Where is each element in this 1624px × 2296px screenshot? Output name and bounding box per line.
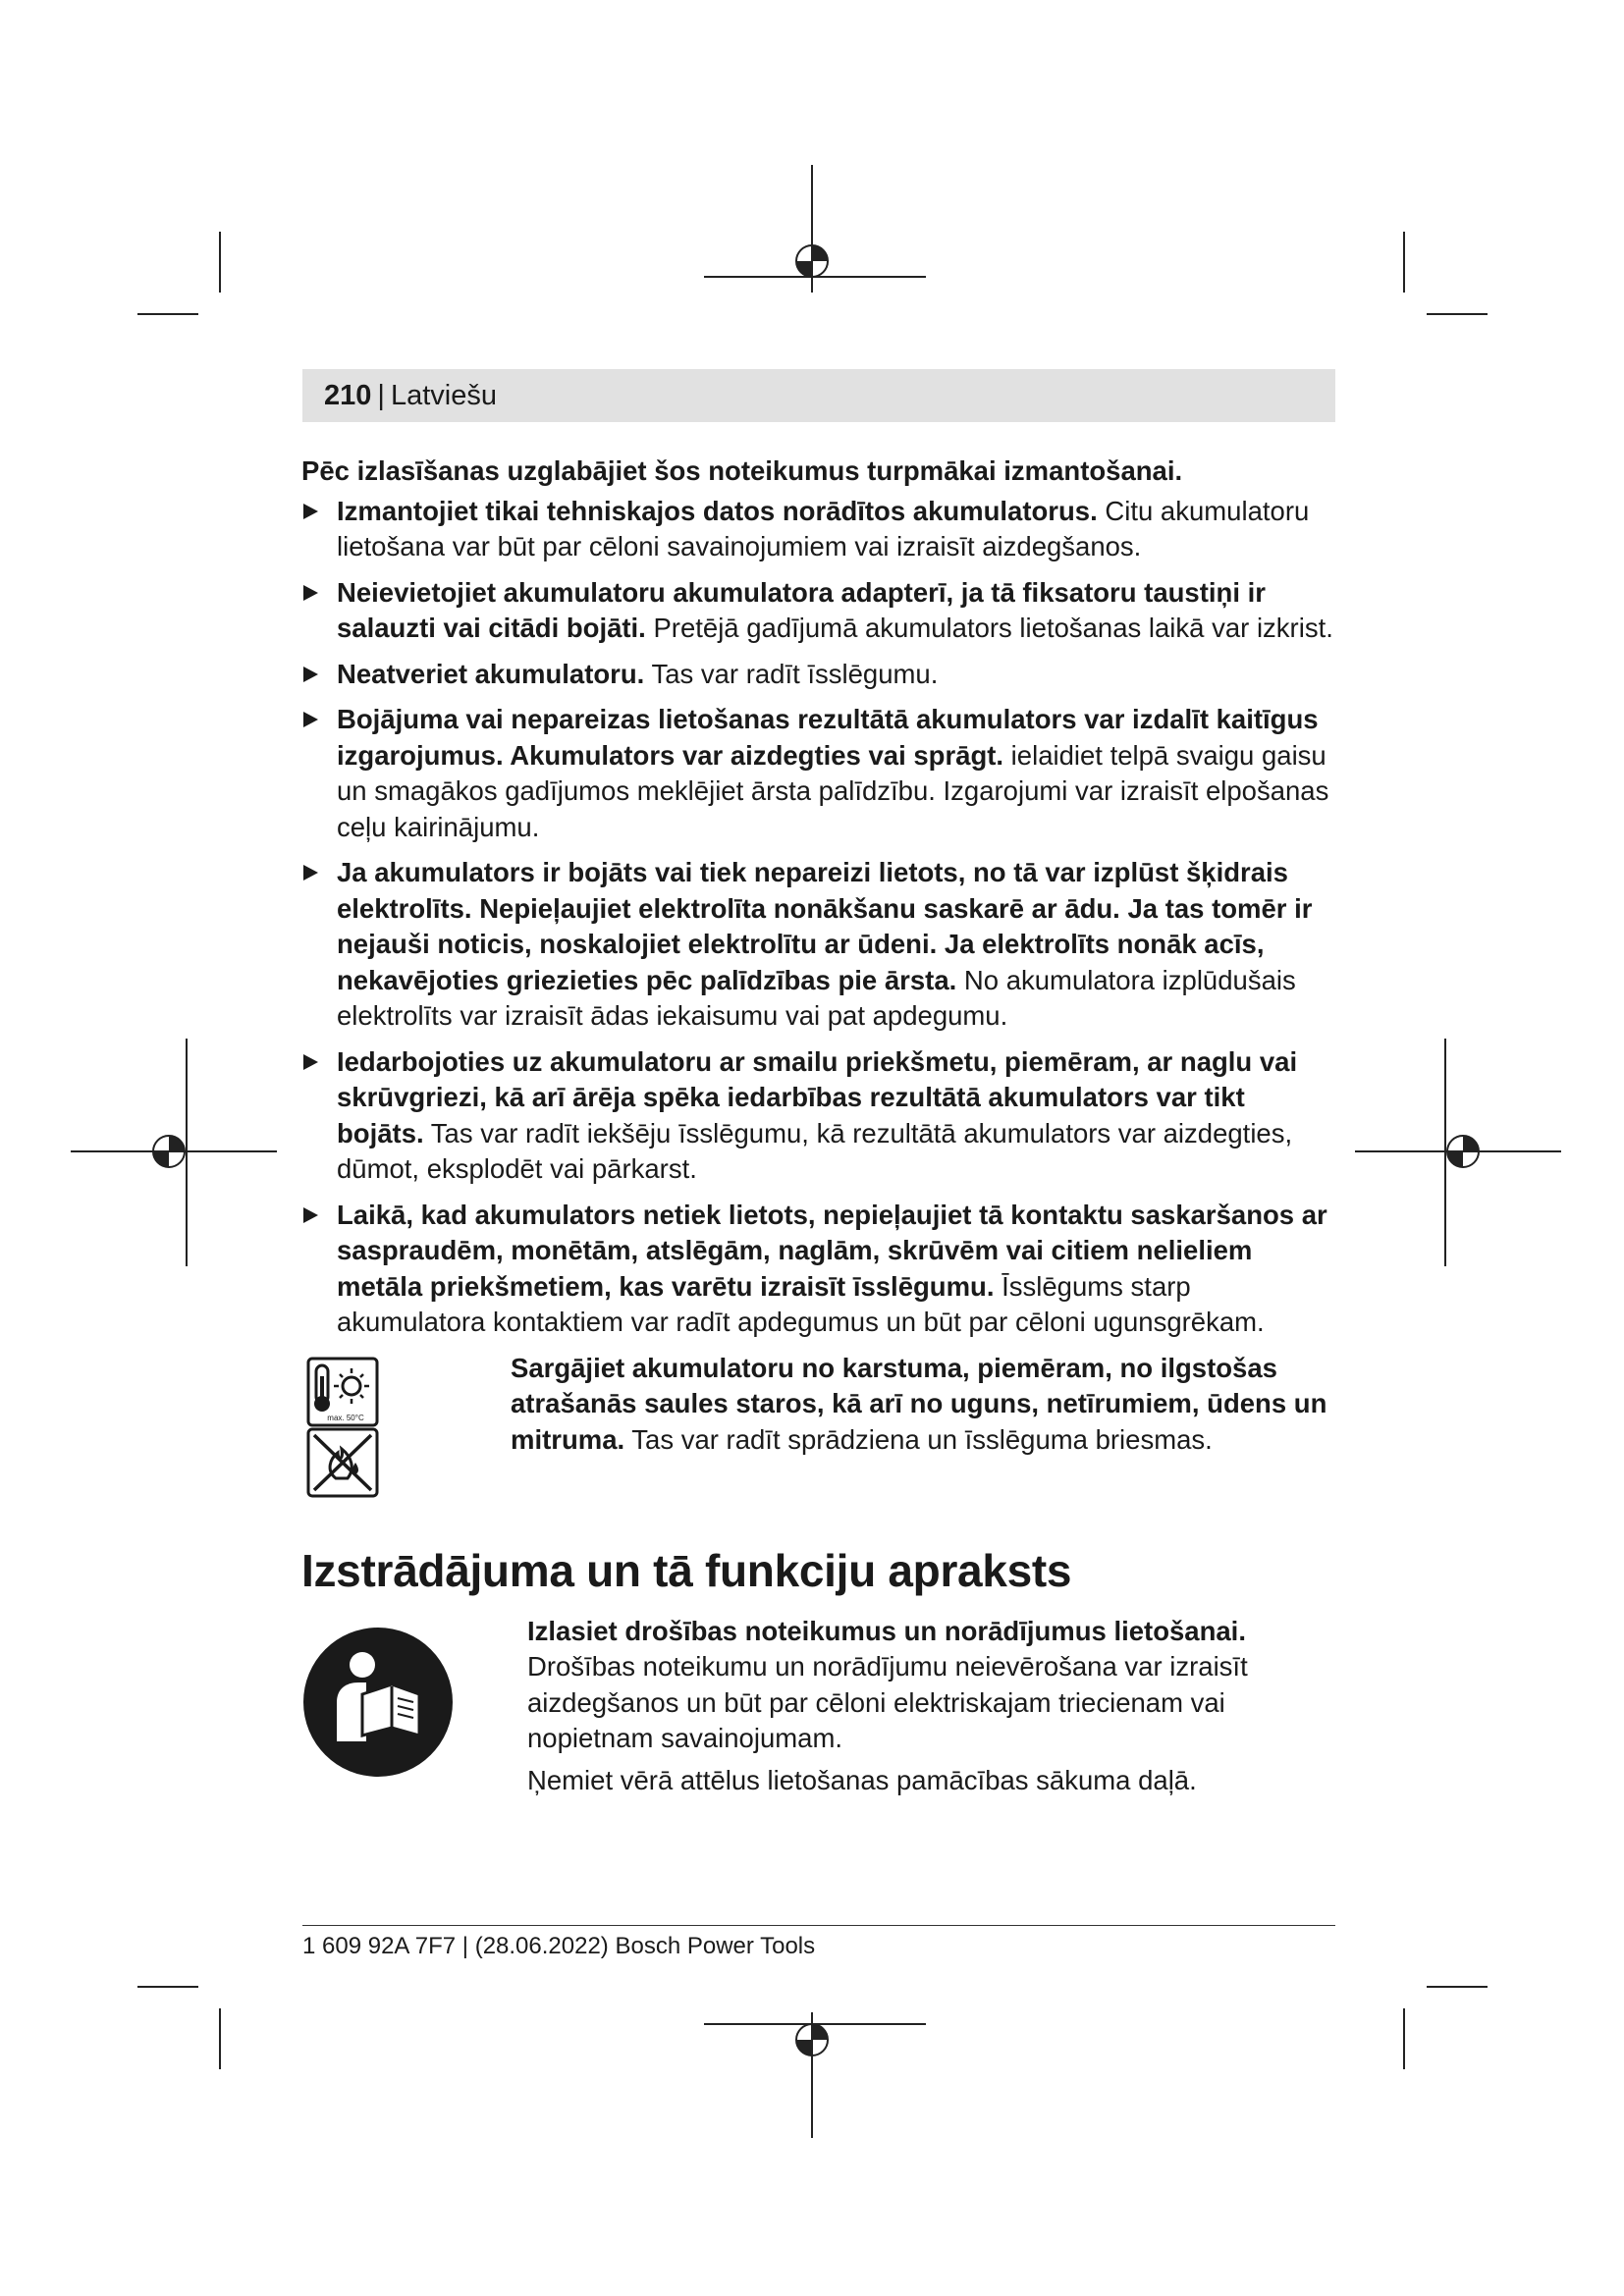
bullet-triangle-icon [303,865,318,881]
bullet-bold: Ja akumulators ir bojāts vai tiek nepareizi lietots, no tā var izplūst šķidrais elektrolīts. Nepieļaujiet elektrolīta nonākšanu saskarē ar ādu. Ja tas tomēr ir nejauši noticis, noskalojiet elektrolītu ar ūdeni. Ja elektrolīts nonāk acīs, nekavējoties griezieties pēc palīdzības pie ārsta. [337,857,1313,995]
heat-warning-block [301,1351,1337,1518]
read-manual-block [301,1614,1337,1795]
bullet-text: ielaidiet telpā svaigu gaisu un smagākos gadījumos meklējiet ārsta palīdzību. Izgarojumi var izraisīt elpošanas ceļu kairinājumu. [337,739,1329,842]
safety-bullet [301,657,1337,693]
icon-temp-label: max. 50°C [327,1413,364,1422]
read-manual-text [527,1614,1337,1799]
bullet-bold: Neatveriet akumulatoru. [337,658,645,689]
bullet-triangle-icon [303,667,318,682]
read-manual-note: Ņemiet vērā attēlus lietošanas pamācības sākuma daļā. [527,1764,1197,1795]
bullet-bold: Neievietojiet akumulatoru akumulatora adapterī, ja tā fiksatoru taustiņi ir salauzti vai citādi bojāti. [337,576,1266,643]
bullet-triangle-icon [303,585,318,601]
safety-bullet [301,575,1337,647]
bullet-triangle-icon [303,1054,318,1070]
safety-bullet [301,1044,1337,1188]
header-separator: | [377,380,385,411]
heat-warning-normal: Tas var radīt sprādziena un īsslēguma briesmas. [624,1423,1213,1455]
footer-rule [302,1925,1335,1926]
page-number: 210 [324,380,372,411]
safety-bullet-list [301,494,1337,1341]
bullet-text: Citu akumulatoru lietošana var būt par cēloni savainojumiem vai izraisīt aizdegšanos. [337,495,1310,561]
bullet-bold: Laikā, kad akumulators netiek lietots, nepieļaujiet tā kontaktu saskaršanos ar saspraudēm, monētām, atslēgām, naglām, skrūvēm vai citiem nelieliem metāla priekšmetiem, kas varētu izraisīt īsslēgumu. [337,1199,1327,1302]
bullet-text: Tas var radīt iekšēju īsslēgumu, kā rezultātā akumulators var aizdegties, dūmot, eksplodēt vai pārkarst. [337,1117,1293,1184]
bullet-text: Pretējā gadījumā akumulators lietošanas laikā var izkrist. [645,613,1333,643]
no-fire-water-icon [306,1427,379,1498]
bullet-bold: Iedarbojoties uz akumulatoru ar smailu priekšmetu, piemēram, ar naglu vai skrūvgriezi, kā arī ārēja spēka iedarbības rezultātā akumulators var tikt bojāts. [337,1045,1298,1148]
bullet-triangle-icon [303,1207,318,1223]
bullet-bold: Izmantojiet tikai tehniskajos datos norādītos akumulatorus. [337,495,1098,526]
safety-bullet [301,494,1337,565]
heat-sun-thermometer-icon [306,1357,379,1427]
read-manual-bold: Izlasiet drošības noteikumus un norādījumus lietošanai. [527,1615,1246,1646]
heat-warning-bold: Sargājiet akumulatoru no karstuma, piemēram, no ilgstošas atrašanās saules staros, kā arī no uguns, netīrumiem, ūdens un mitruma. [511,1352,1327,1455]
page-content [301,454,1337,1795]
heat-warning-text [511,1351,1337,1459]
safety-bullet [301,702,1337,845]
read-manual-icon [301,1626,455,1779]
safety-bullet [301,855,1337,1035]
bullet-triangle-icon [303,712,318,727]
bullet-text: No akumulatora izplūdušais elektrolīts var izraisīt ādas iekaisumu vai pat apdegumu. [337,964,1296,1031]
read-manual-normal: Drošības noteikumu un norādījumu neievērošana var izraisīt aizdegšanos un būt par cēloni elektriskajam triecienam vai nopietnam savainojumam. [527,1651,1248,1753]
safety-bullet [301,1198,1337,1341]
bullet-triangle-icon [303,504,318,519]
section-title: Izstrādājuma un tā funkciju apraksts [301,1544,1072,1596]
footer-text: 1 609 92A 7F7 | (28.06.2022) Bosch Power Tools [302,1933,816,1959]
page-header [324,378,497,413]
bullet-text: Īsslēgums starp akumulatora kontaktiem var radīt apdegumus un būt par cēloni ugunsgrēkam. [337,1270,1265,1337]
header-language: Latviešu [390,380,497,411]
intro-text: Pēc izlasīšanas uzglabājiet šos noteikumus turpmākai izmantošanai. [301,455,1183,486]
bullet-bold: Bojājuma vai nepareizas lietošanas rezultātā akumulators var izdalīt kaitīgus izgarojumus. Akumulators var aizdegties vai sprāgt. [337,704,1319,771]
bullet-text: Tas var radīt īsslēgumu. [644,658,939,689]
